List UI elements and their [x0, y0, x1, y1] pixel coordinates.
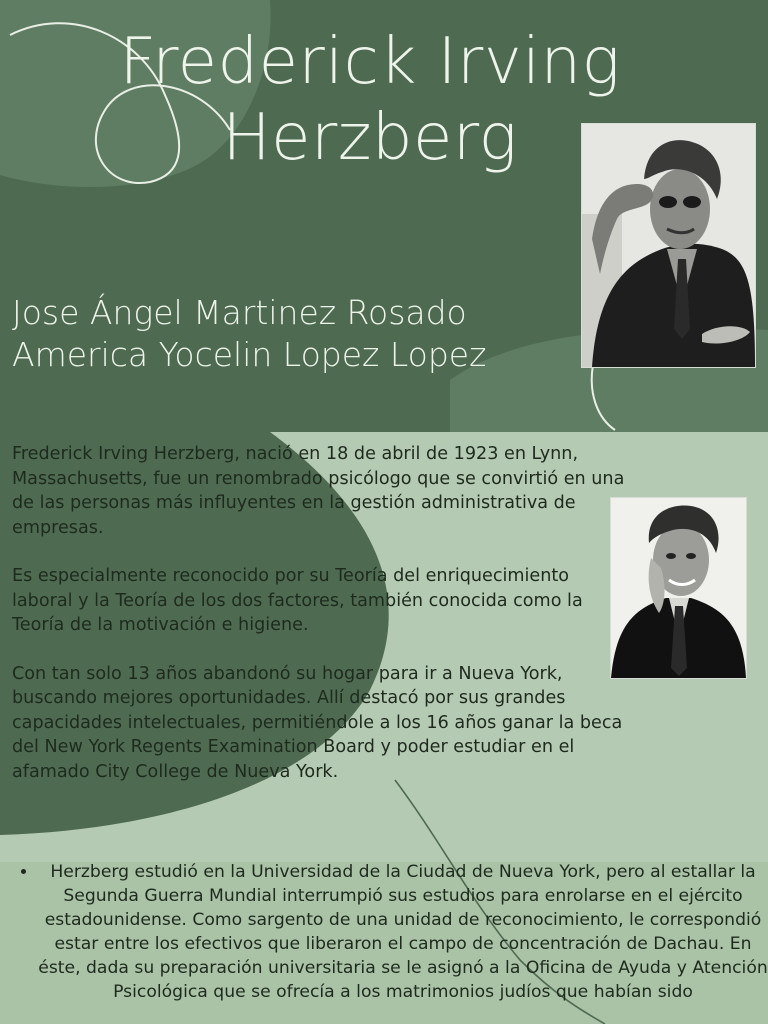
biography-paragraph: Es especialmente reconocido por su Teoría del enriquecimiento laboral y la Teoría de los dos factores, también conocida como la Teoría de la motivación e higiene. — [12, 566, 583, 635]
portrait-photo-gesturing — [581, 123, 756, 368]
bullet-list — [18, 860, 768, 1004]
authors-block — [12, 292, 572, 376]
author-name: America Yocelin Lopez Lopez — [12, 335, 487, 374]
author-name: Jose Ángel Martinez Rosado — [12, 293, 467, 332]
biography-text — [12, 442, 632, 808]
bullet-item: • Herzberg estudió en la Universidad de la Ciudad de Nueva York, pero al estallar la Segunda Guerra Mundial interrumpió sus estudios para enrolarse en el ejército estadounidense. Como sargento de una unidad de reconocimiento, le correspondió estar entre los efectivos que liberaron el campo de concentración de Dachau. En éste, dada su preparación universitaria se le asignó a la Oficina de Ayuda y Atención Psicológica que se ofrecía a los matrimonios judíos que habían sido — [38, 860, 768, 1004]
page-title: Frederick Irving Herzberg — [119, 25, 621, 175]
biography-paragraph: Con tan solo 13 años abandonó su hogar para ir a Nueva York, buscando mejores oportunidades. Allí destacó por sus grandes capacidades intelectuales, permitiéndole a los 16 años ganar la beca del New York Regents Examination Board y poder estudiar en el afamado City College de Nueva York. — [12, 663, 623, 782]
biography-paragraph: Frederick Irving Herzberg, nació en 18 de abril de 1923 en Lynn, Massachusetts, fue un renombrado psicólogo que se convirtió en una de las personas más influyentes en la gestión administrativa de empresas. — [12, 444, 625, 538]
